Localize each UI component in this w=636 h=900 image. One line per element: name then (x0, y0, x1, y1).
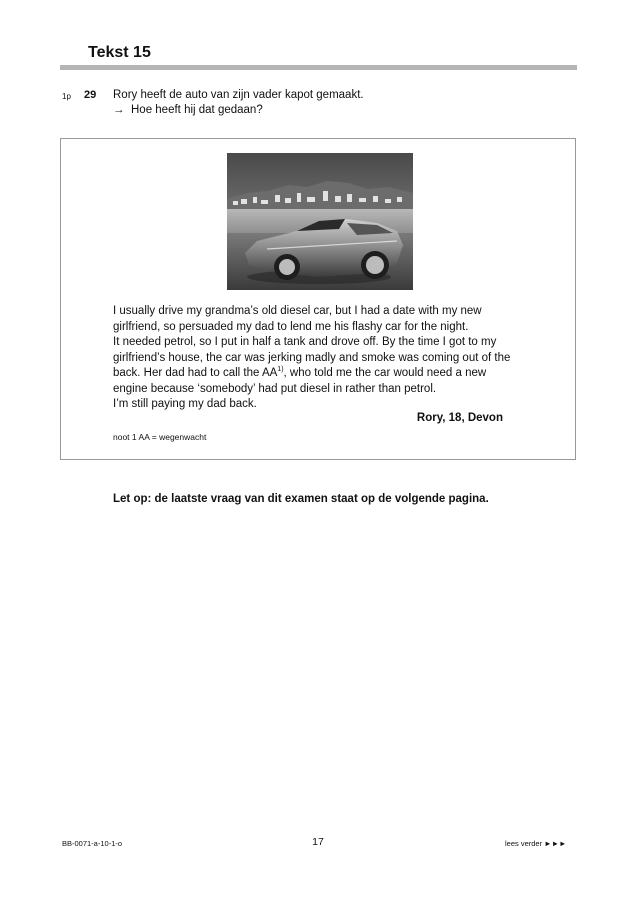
article-line-part: back. Her dad had to call the AA (113, 367, 278, 379)
article-signature: Rory, 18, Devon (416, 412, 503, 424)
notice: Let op: de laatste vraag van dit examen staat op de volgende pagina. (113, 493, 489, 505)
arrow-right-icon: → (113, 104, 125, 116)
question-points: 1p (62, 92, 71, 101)
footnote-reference: 1) (277, 366, 284, 374)
article-line (113, 366, 553, 382)
article-line-part: , who told me the car would need a new (283, 367, 487, 379)
article-line: girlfriend, so persuaded my dad to lend me his flashy car for the night. (113, 320, 469, 333)
article-line: It needed petrol, so I put in half a tank and drove off. By the time I got to my (113, 336, 497, 348)
footer-code: BB-0071-a-10-1-o (62, 839, 123, 848)
article-line: I’m still paying my dad back. (113, 398, 257, 410)
question-text: Rory heeft de auto van zijn vader kapot gemaakt. (113, 89, 364, 101)
article-text (113, 304, 553, 413)
article-line: girlfriend’s house, the car was jerking madly and smoke was coming out of the (113, 351, 511, 364)
continue-label: lees verder ►►► (505, 839, 567, 848)
title-rule (60, 65, 577, 70)
question-subquestion (113, 104, 263, 116)
article-line: engine because ‘somebody’ had put diesel in rather than petrol. (113, 382, 437, 395)
page-number: 17 (312, 836, 324, 848)
page-title: Tekst 15 (88, 44, 151, 61)
car-photo (227, 153, 413, 290)
question-number: 29 (84, 89, 97, 101)
subquestion-text: Hoe heeft hij dat gedaan? (131, 104, 263, 116)
footnote: noot 1 AA = wegenwacht (113, 432, 207, 442)
article-line: I usually drive my grandma’s old diesel car, but I had a date with my new (113, 305, 482, 317)
